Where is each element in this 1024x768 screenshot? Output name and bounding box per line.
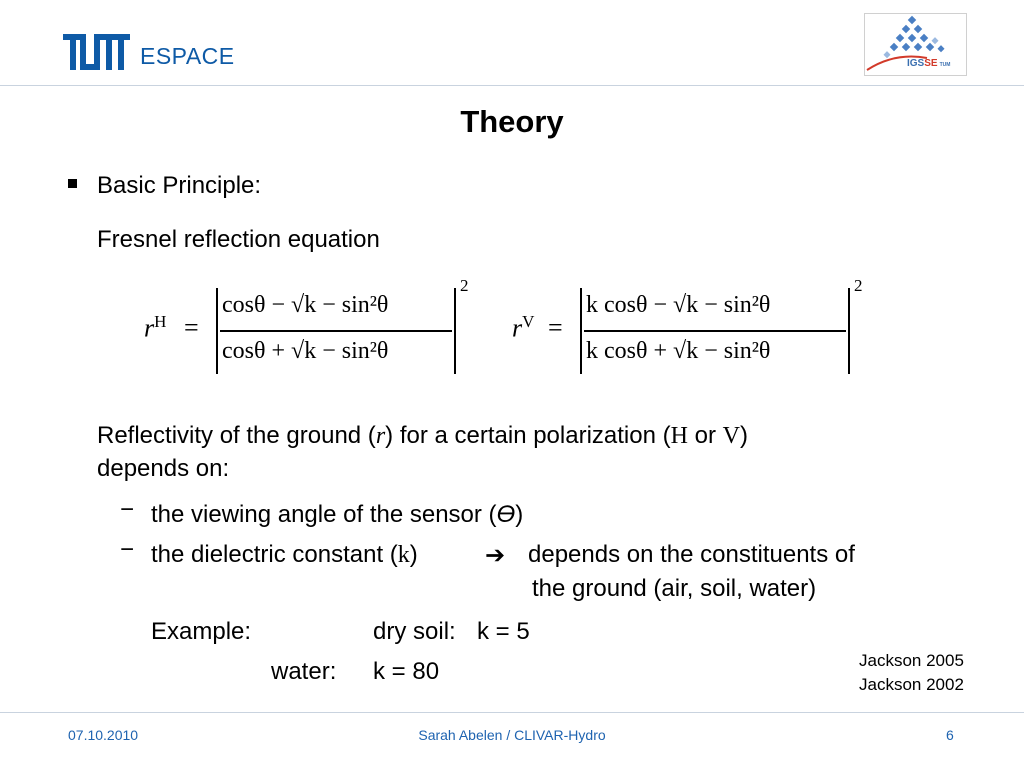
rv-symbol: $r^V$ xyxy=(512,312,535,343)
water-label: water: xyxy=(271,658,337,685)
footer-page-number: 6 xyxy=(946,727,954,743)
footer-date: 07.10.2010 xyxy=(68,727,139,743)
water-value: k = 80 xyxy=(373,658,440,685)
rh-numerator: cosθ − √k − sin²θ xyxy=(222,292,389,318)
rv-denominator: k cosθ + √k − sin²θ xyxy=(586,338,771,364)
example-label: Example: xyxy=(151,618,252,645)
bullet-square xyxy=(68,179,77,188)
fresnel-heading: Fresnel reflection equation xyxy=(97,226,380,253)
equation-rh xyxy=(140,276,480,376)
equation-rv xyxy=(508,276,868,376)
slide-title: Theory xyxy=(460,104,564,139)
dielectric-item: the dielectric constant (k) xyxy=(151,541,418,568)
basic-principle-text: Basic Principle: xyxy=(97,172,262,199)
reflectivity-line: Reflectivity of the ground (r) for a certain polarization (H or V) xyxy=(97,422,748,449)
ground-text: the ground (air, soil, water) xyxy=(532,575,817,602)
reference-jackson-2005: Jackson 2005 xyxy=(859,651,964,670)
rv-exponent: 2 xyxy=(854,276,863,295)
rv-numerator: k cosθ − √k − sin²θ xyxy=(586,292,771,318)
logo-text: ESPACE xyxy=(140,43,235,69)
dry-soil-label: dry soil: xyxy=(373,618,456,645)
igsse-logo-text: IGSSE TUM xyxy=(907,58,951,69)
arrow-icon: ➔ xyxy=(485,542,506,569)
viewing-angle-item: the viewing angle of the sensor (ϴ) xyxy=(151,501,524,528)
rh-symbol: $r^H$ xyxy=(144,312,167,343)
dash-marker: − xyxy=(120,496,135,523)
dry-soil-value: k = 5 xyxy=(477,618,530,645)
constituents-text: depends on the constituents of xyxy=(528,541,855,568)
footer-author: Sarah Abelen / CLIVAR-Hydro xyxy=(418,727,606,743)
rh-equals: = xyxy=(184,313,199,342)
rh-exponent: 2 xyxy=(460,276,469,295)
reference-jackson-2002: Jackson 2002 xyxy=(859,675,964,694)
footer-divider xyxy=(0,712,1024,713)
depends-on-text: depends on: xyxy=(97,455,230,482)
igsse-logo xyxy=(864,13,967,76)
rh-denominator: cosθ + √k − sin²θ xyxy=(222,338,389,364)
dash-marker: − xyxy=(120,536,135,563)
tum-logo xyxy=(63,34,133,70)
header-divider xyxy=(0,85,1024,86)
rv-equals: = xyxy=(548,313,563,342)
